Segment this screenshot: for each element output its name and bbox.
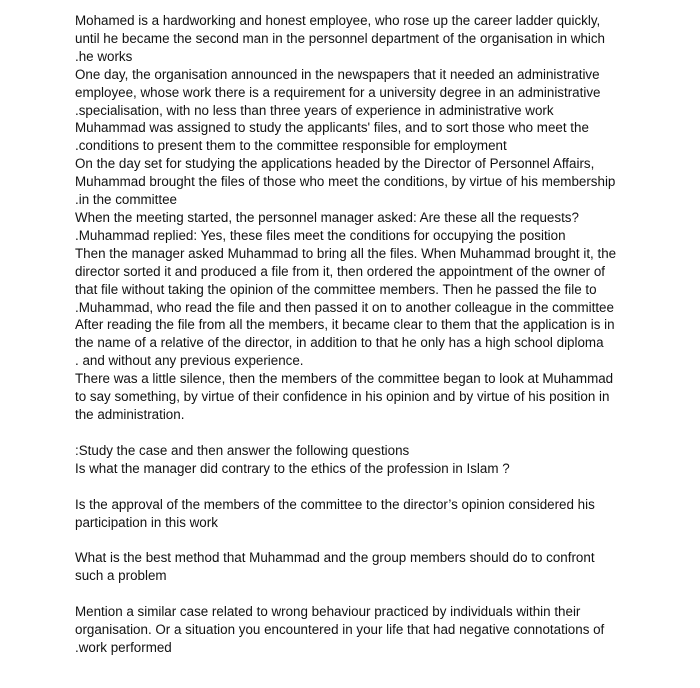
text-line: .work performed [75, 640, 172, 656]
text-line: employee, whose work there is a requirement for a university degree in an administrative [75, 84, 601, 100]
questions-intro: :Study the case and then answer the following questions [75, 442, 410, 458]
case-paragraph-3 [75, 119, 635, 155]
text-line: There was a little silence, then the members of the committee began to look at Muhammad [75, 371, 614, 387]
case-paragraph-7 [75, 316, 635, 370]
questions-block [75, 442, 635, 478]
case-paragraph-4 [75, 155, 635, 209]
text-line: After reading the file from all the members, it became clear to them that the application is in [75, 317, 615, 333]
text-line: Mohamed is a hardworking and honest employee, who rose up the career ladder quickly, [75, 13, 601, 28]
text-line: organisation. Or a situation you encountered in your life that had negative connotations of [75, 622, 605, 638]
spacer [75, 585, 635, 603]
case-paragraph-2 [75, 66, 635, 120]
text-line: .Muhammad, who read the file and then passed it on to another colleague in the committee [75, 299, 614, 315]
question-3 [75, 549, 635, 585]
text-line: On the day set for studying the applications headed by the Director of Personnel Affairs, [75, 156, 595, 172]
text-line: Mention a similar case related to wrong behaviour practiced by individuals within their [75, 604, 581, 620]
question-4 [75, 603, 635, 657]
case-paragraph-1 [75, 12, 635, 66]
question-2 [75, 496, 635, 532]
document-page [75, 12, 635, 657]
text-line: to say something, by virtue of their confidence in his opinion and by virtue of his position in [75, 389, 610, 405]
text-line: Muhammad was assigned to study the applicants' files, and to sort those who meet the [75, 120, 589, 136]
text-line: .in the committee [75, 192, 177, 208]
text-line: .specialisation, with no less than three years of experience in administrative work [75, 102, 554, 118]
text-line: When the meeting started, the personnel manager asked: Are these all the requests? [75, 209, 579, 225]
text-line: the name of a relative of the director, in addition to that he only has a high school diploma [75, 335, 604, 351]
text-line: until he became the second man in the personnel department of the organisation in which [75, 30, 606, 46]
text-line: Then the manager asked Muhammad to bring all the files. When Muhammad brought it, the [75, 245, 617, 261]
spacer [75, 531, 635, 549]
case-paragraph-8 [75, 370, 635, 424]
text-line: director sorted it and produced a file from it, then ordered the appointment of the owner of [75, 263, 605, 279]
case-paragraph-6 [75, 245, 635, 317]
text-line: participation in this work [75, 514, 218, 530]
text-line: .conditions to present them to the committee responsible for employment [75, 138, 507, 154]
text-line: .Muhammad replied: Yes, these files meet the conditions for occupying the position [75, 227, 566, 243]
text-line: .he works [75, 48, 133, 64]
text-line: Muhammad brought the files of those who meet the conditions, by virtue of his membership [75, 174, 616, 190]
text-line: such a problem [75, 568, 167, 584]
question-1: Is what the manager did contrary to the ethics of the profession in Islam ? [75, 460, 510, 476]
text-line: One day, the organisation announced in the newspapers that it needed an administrative [75, 66, 600, 82]
text-line: What is the best method that Muhammad and the group members should do to confront [75, 550, 595, 566]
spacer [75, 478, 635, 496]
text-line: . and without any previous experience. [75, 353, 304, 369]
case-paragraph-5 [75, 209, 635, 245]
text-line: Is the approval of the members of the committee to the director’s opinion considered his [75, 496, 595, 512]
text-line: that file without taking the opinion of the committee members. Then he passed the file to [75, 281, 597, 297]
text-line: the administration. [75, 406, 185, 422]
spacer [75, 424, 635, 442]
